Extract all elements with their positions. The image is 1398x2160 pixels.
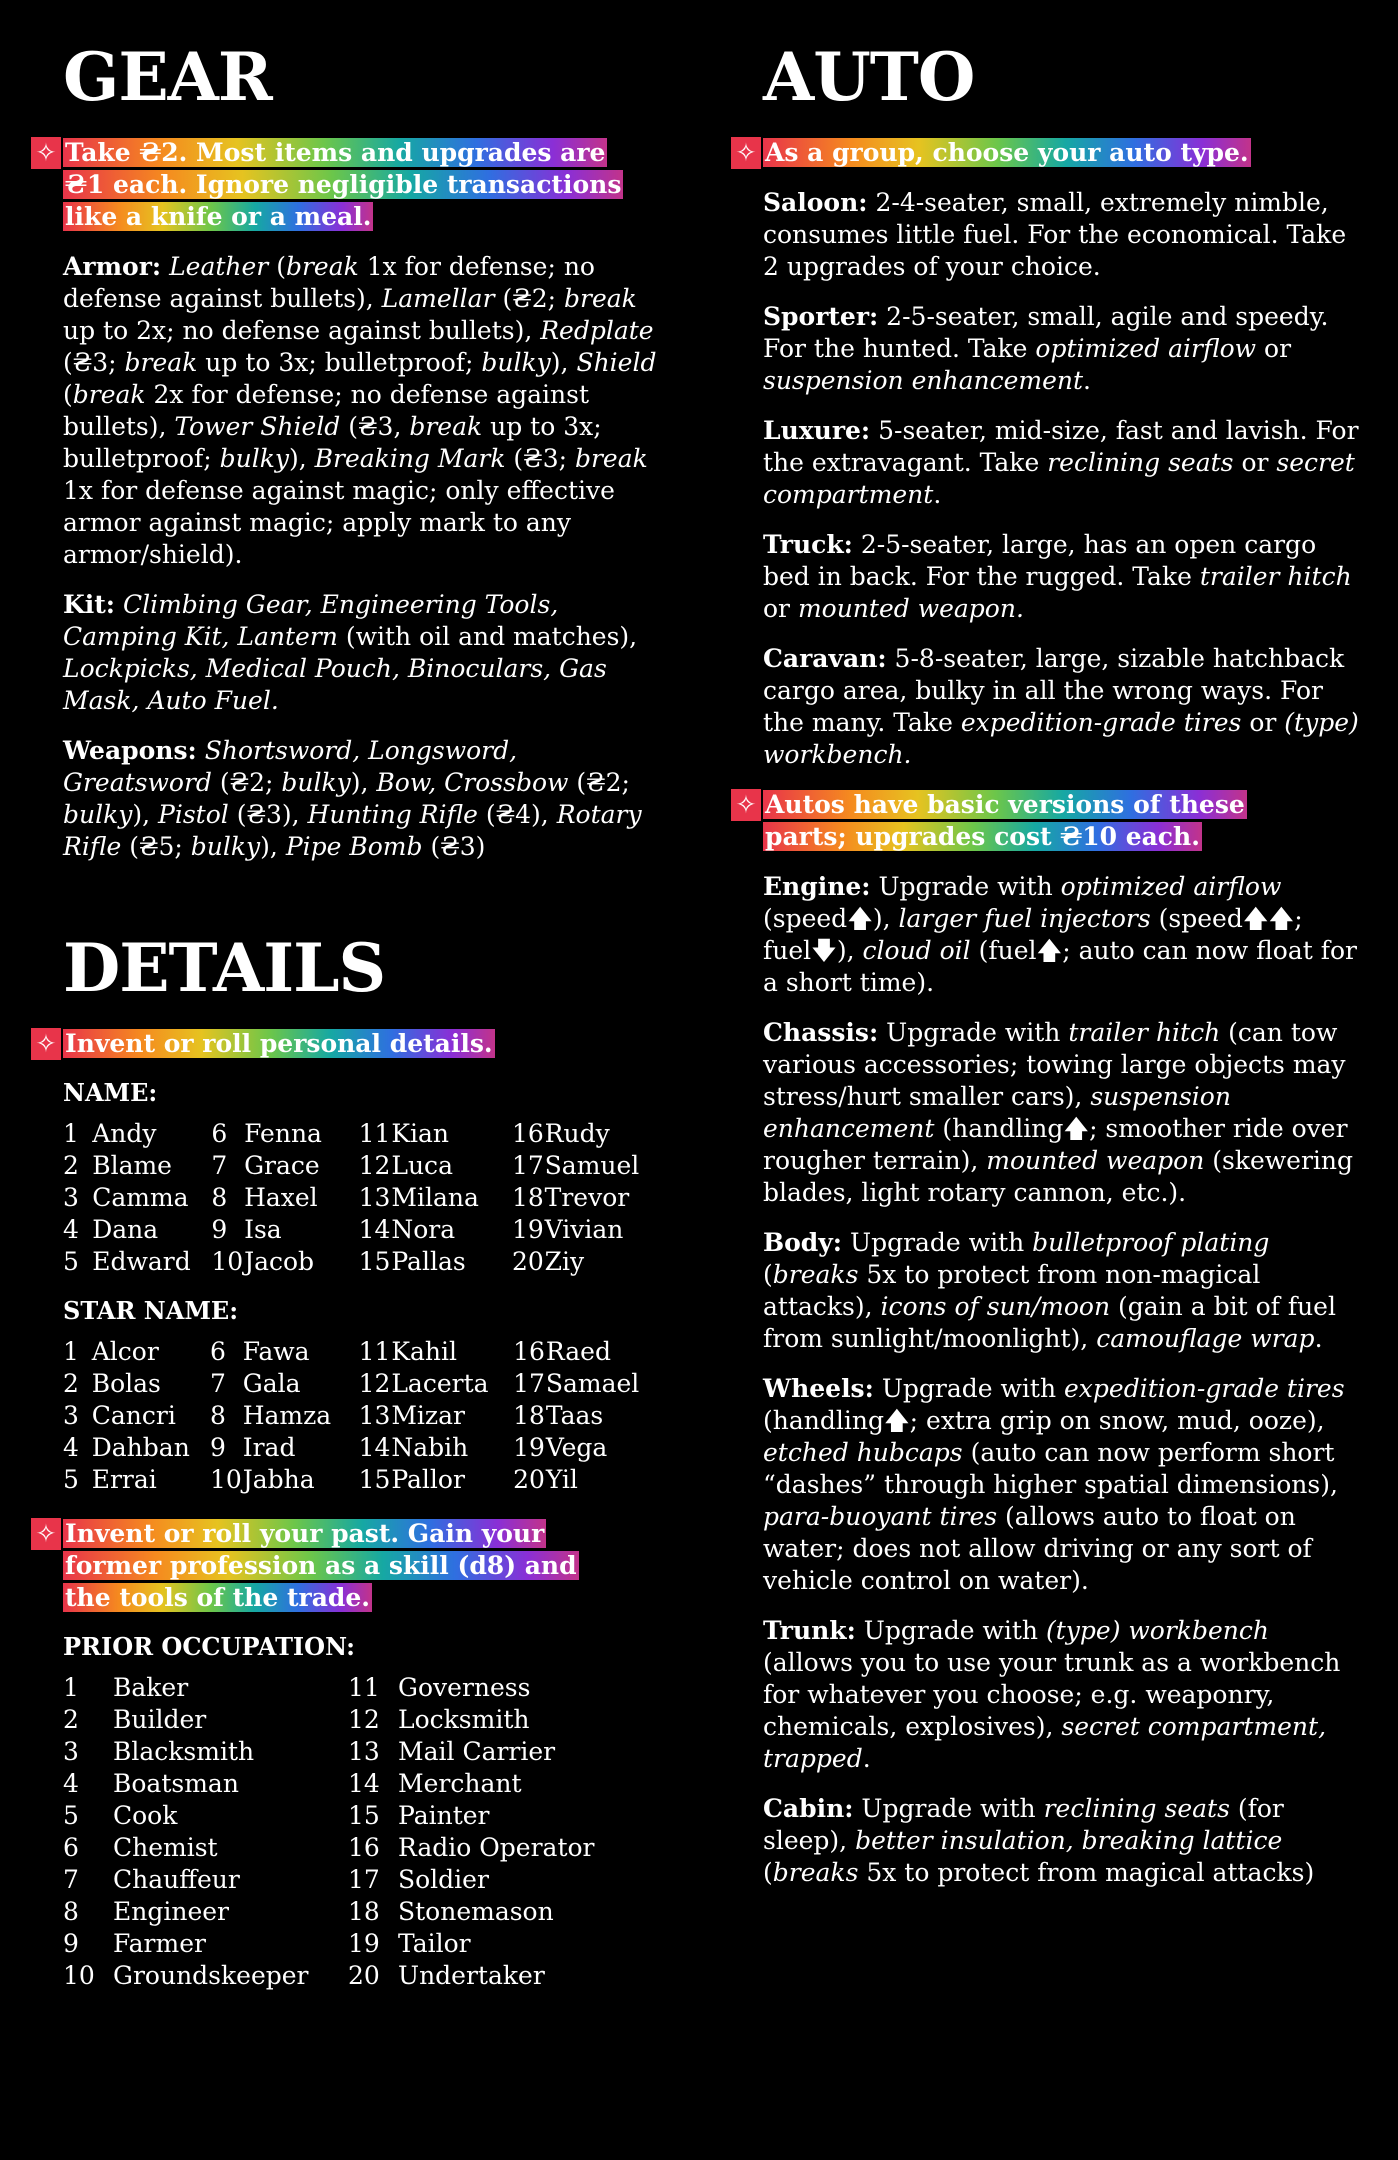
engine-paragraph: Engine: Upgrade with optimized airflow (speed🡅), larger fuel injectors (speed🡅🡅; fuel🡇), cloud oil (fuel🡅; auto can now float for a short time). — [763, 872, 1357, 997]
parts-callout — [735, 789, 1323, 853]
caravan-paragraph: Caravan: 5-8-seater, large, sizable hatchback cargo area, bulky in all the wrong ways. For the many. Take expedition-grade tires or (type) workbench. — [763, 644, 1359, 769]
arrow-up-icon: 🡅 — [1036, 936, 1063, 965]
name-table — [63, 1118, 663, 1278]
table-row: 3 Camma 8 Haxel 13 Milana 18 Trevor — [63, 1183, 630, 1212]
table-row: 3 Cancri 8 Hamza 13 Mizar 18 Taas — [63, 1401, 604, 1430]
table-row: 5 Edward 10 Jacob 15 Pallas 20 Ziy — [63, 1247, 585, 1276]
past-callout — [35, 1518, 623, 1614]
armor-paragraph: Armor: Leather (break 1x for defense; no defense against bullets), Lamellar (₴2; break up to 2x; no defense against bullets), Redplate (₴3; break up to 3x; bulletproof; bulky), Shield (break 2x for defense; no defense against bullets), Tower Shield (₴3, break up to 3x; bulletproof; bulky), Breaking Mark (₴3; break 1x for defense against magic; only effective armor against magic; apply mark to any armor/shield). — [63, 252, 657, 569]
sparkle-icon: ✧ — [31, 1518, 61, 1550]
body-paragraph: Body: Upgrade with bulletproof plating (breaks 5x to protect from non-magical attacks), icons of sun/moon (gain a bit of fuel from sunlight/moonlight), camouflage wrap. — [763, 1228, 1336, 1353]
right-column — [735, 0, 1363, 1907]
auto-heading: AUTO — [763, 38, 975, 116]
arrow-up-icon: 🡅 — [1063, 1114, 1090, 1143]
weapons-label: Weapons: — [63, 736, 197, 765]
sparkle-icon: ✧ — [31, 137, 61, 169]
star-name-table — [63, 1336, 663, 1496]
arrow-up-icon: 🡅 — [847, 904, 873, 933]
table-row: 1 Alcor 6 Fawa 11 Kahil 16 Raed — [63, 1337, 611, 1366]
arrow-down-icon: 🡇 — [811, 936, 837, 965]
table-row: 7 Chauffeur 17 Soldier — [63, 1865, 489, 1894]
luxure-paragraph: Luxure: 5-seater, mid-size, fast and lavish. For the extravagant. Take reclining seats or secret compartment. — [763, 416, 1359, 509]
table-row: 2 Builder 12 Locksmith — [63, 1705, 530, 1734]
star-name-label: STAR NAME: — [63, 1296, 239, 1325]
details-heading: DETAILS — [63, 929, 386, 1007]
kit-label: Kit: — [63, 590, 116, 619]
table-row: 9 Farmer 19 Tailor — [63, 1929, 471, 1958]
trunk-paragraph: Trunk: Upgrade with (type) workbench (allows you to use your trunk as a workbench for whatever you choose; e.g. weaponry, chemicals, explosives), secret compartment, trapped. — [763, 1616, 1341, 1773]
past-callout-text: Invent or roll your past. Gain your former profession as a skill (d8) and the tools of the trade. — [65, 1519, 577, 1612]
left-column — [35, 0, 663, 1992]
sparkle-icon: ✧ — [731, 789, 761, 821]
wheels-paragraph: Wheels: Upgrade with expedition-grade tires (handling🡅; extra grip on snow, mud, ooze), etched hubcaps (auto can now perform short “dashes” through higher spatial dimensions), para-buoyant tires (allows auto to float on water; does not allow driving or any sort of vehicle control on water). — [763, 1374, 1345, 1595]
table-row: 1 Baker 11 Governess — [63, 1673, 531, 1702]
name-label: NAME: — [63, 1078, 158, 1107]
occupation-table — [63, 1672, 633, 1992]
arrow-up-icon: 🡅 — [883, 1406, 910, 1435]
sparkle-icon: ✧ — [31, 1028, 61, 1060]
table-row: 2 Bolas 7 Gala 12 Lacerta 17 Samael — [63, 1369, 640, 1398]
gear-callout-text: Take ₴2. Most items and upgrades are ₴1 each. Ignore negligible transactions like a knife or a meal. — [65, 138, 622, 231]
truck-paragraph: Truck: 2-5-seater, large, has an open cargo bed in back. For the rugged. Take trailer hitch or mounted weapon. — [763, 530, 1352, 623]
cabin-paragraph: Cabin: Upgrade with reclining seats (for sleep), better insulation, breaking lattice (breaks 5x to protect from magical attacks) — [763, 1794, 1315, 1887]
chassis-paragraph: Chassis: Upgrade with trailer hitch (can tow various accessories; towing large objects may stress/hurt smaller cars), suspension enhancement (handling🡅; smoother ride over rougher terrain), mounted weapon (skewering blades, light rotary cannon, etc.). — [763, 1018, 1354, 1207]
gear-heading: GEAR — [63, 38, 272, 116]
table-row: 6 Chemist 16 Radio Operator — [63, 1833, 595, 1862]
table-row: 4 Dana 9 Isa 14 Nora 19 Vivian — [63, 1215, 624, 1244]
table-row: 5 Errai 10 Jabha 15 Pallor 20 Yil — [63, 1465, 578, 1494]
kit-paragraph: Kit: Climbing Gear, Engineering Tools, Camping Kit, Lantern (with oil and matches), Lockpicks, Medical Pouch, Binoculars, Gas Mask, Auto Fuel. — [63, 590, 638, 715]
table-row: 8 Engineer 18 Stonemason — [63, 1897, 554, 1926]
table-row: 2 Blame 7 Grace 12 Luca 17 Samuel — [63, 1151, 640, 1180]
sparkle-icon: ✧ — [731, 137, 761, 169]
arrow-up-icon: 🡅🡅 — [1242, 904, 1295, 933]
table-row: 3 Blacksmith 13 Mail Carrier — [63, 1737, 556, 1766]
auto-callout-text: As a group, choose your auto type. — [765, 138, 1249, 167]
table-row: 10 Groundskeeper 20 Undertaker — [63, 1961, 545, 1990]
saloon-paragraph: Saloon: 2-4-seater, small, extremely nimble, consumes little fuel. For the economical. Take 2 upgrades of your choice. — [763, 188, 1347, 281]
table-row: 4 Boatsman 14 Merchant — [63, 1769, 522, 1798]
weapons-paragraph: Weapons: Shortsword, Longsword, Greatsword (₴2; bulky), Bow, Crossbow (₴2; bulky), Pistol (₴3), Hunting Rifle (₴4), Rotary Rifle (₴5; bulky), Pipe Bomb (₴3) — [63, 736, 642, 861]
auto-callout — [735, 137, 1323, 169]
sporter-paragraph: Sporter: 2-5-seater, small, agile and speedy. For the hunted. Take optimized airflow or suspension enhancement. — [763, 302, 1329, 395]
occupation-label: PRIOR OCCUPATION: — [63, 1632, 356, 1661]
gear-callout — [35, 137, 623, 233]
details-callout-text: Invent or roll personal details. — [65, 1029, 493, 1058]
table-row: 5 Cook 15 Painter — [63, 1801, 490, 1830]
table-row: 4 Dahban 9 Irad 14 Nabih 19 Vega — [63, 1433, 608, 1462]
parts-callout-text: Autos have basic versions of these parts; upgrades cost ₴10 each. — [765, 790, 1245, 851]
details-callout — [35, 1028, 623, 1060]
table-row: 1 Andy 6 Fenna 11 Kian 16 Rudy — [63, 1119, 610, 1148]
armor-label: Armor: — [63, 252, 162, 281]
